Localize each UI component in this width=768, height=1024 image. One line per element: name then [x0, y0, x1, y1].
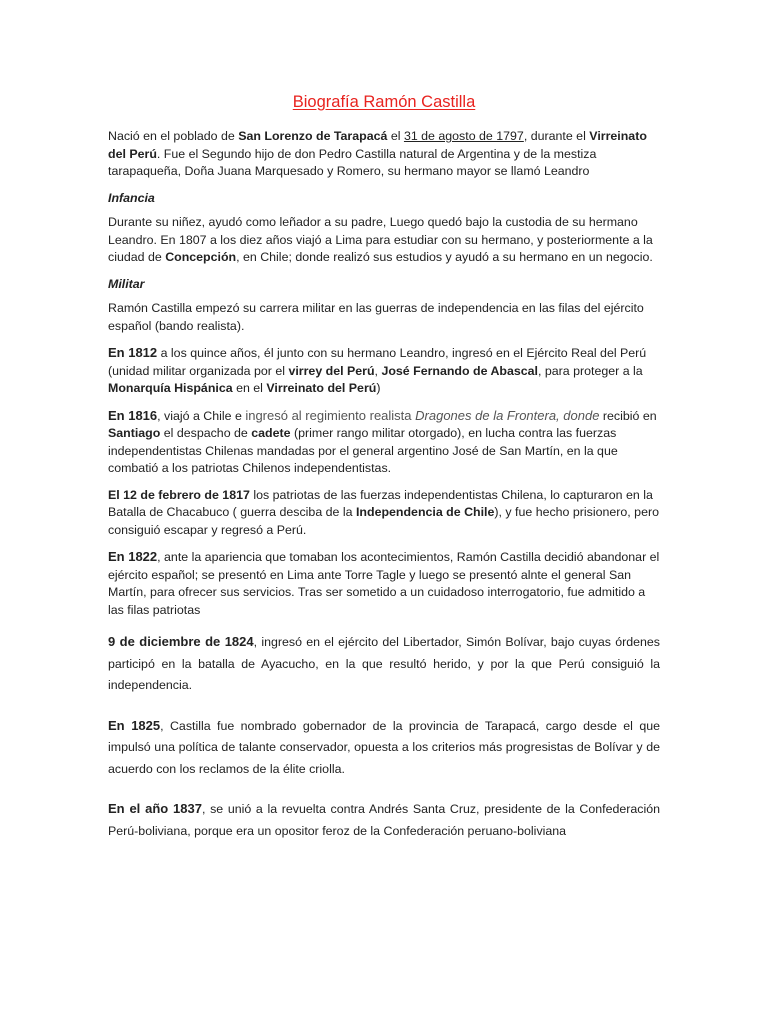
- paragraph-1816: En 1816, viajó a Chile e ingresó al regimiento realista Dragones de la Frontera, donde recibió en Santiago el despacho de cadete (primer rango militar otorgado), en lucha contra las fuerzas independentistas Chilenas mandadas por el general argentino José de San Martín, en la que combatió a los patriotas Chilenos independentistas.: [108, 407, 657, 475]
- page-title: Biografía Ramón Castilla: [292, 93, 476, 111]
- heading-infancia: Infancia: [108, 190, 155, 205]
- paragraph-1812: En 1812 a los quince años, él junto con su hermano Leandro, ingresó en el Ejército Real del Perú (unidad militar organizada por el virrey del Perú, José Fernando de Abascal, para proteger a la Monarquía Hispánica en el Virreinato del Perú): [108, 345, 647, 395]
- document-body: [108, 92, 660, 842]
- paragraph-1817: El 12 de febrero de 1817 los patriotas de las fuerzas independentistas Chilena, lo capturaron en la Batalla de Chacabuco ( guerra desciba de la Independencia de Chile), y fue hecho prisionero, pero consiguió escapar y regresó a Perú.: [108, 487, 659, 537]
- paragraph-militar-intro: Ramón Castilla empezó su carrera militar en las guerras de independencia en las filas del ejército español (bando realista).: [108, 301, 644, 333]
- paragraph-1825: En 1825, Castilla fue nombrado gobernador de la provincia de Tarapacá, cargo desde el que impulsó una política de talante conservador, opuesta a los criterios más progresistas de Bolívar y de acuerdo con los reclamos de la élite criolla.: [108, 717, 660, 776]
- paragraph-birth: Nació en el poblado de San Lorenzo de Tarapacá el 31 de agosto de 1797, durante el Virreinato del Perú. Fue el Segundo hijo de don Pedro Castilla natural de Argentina y de la mestiza tarapaqueña, Doña Juana Marquesado y Romero, su hermano mayor se llamó Leandro: [108, 129, 647, 178]
- paragraph-1822: En 1822, ante la apariencia que tomaban los acontecimientos, Ramón Castilla decidió abandonar el ejército español; se presentó en Lima ante Torre Tagle y luego se presentó alnte el general San Martín, para ofrecer sus servicios. Tras ser sometido a un cuidadoso interrogatorio, fue admitido a las filas patriotas: [108, 549, 660, 617]
- birth-date: 31 de agosto de 1797: [403, 129, 524, 143]
- heading-militar: Militar: [108, 276, 145, 291]
- paragraph-1837: En el año 1837, se unió a la revuelta contra Andrés Santa Cruz, presidente de la Confederación Perú-boliviana, porque era un opositor feroz de la Confederación peruano-boliviana: [108, 801, 661, 838]
- paragraph-infancia: Durante su niñez, ayudó como leñador a su padre, Luego quedó bajo la custodia de su hermano Leandro. En 1807 a los diez años viajó a Lima para estudiar con su hermano, y posteriormente a la ciudad de Concepción, en Chile; donde realizó sus estudios y ayudó a su hermano en un negocio.: [108, 215, 653, 264]
- paragraph-1824: 9 de diciembre de 1824, ingresó en el ejército del Libertador, Simón Bolívar, bajo cuyas órdenes participó en la batalla de Ayacucho, en la que resultó herido, y por la que Perú consiguió la independencia.: [108, 634, 661, 692]
- birthplace: San Lorenzo de Tarapacá: [238, 129, 388, 143]
